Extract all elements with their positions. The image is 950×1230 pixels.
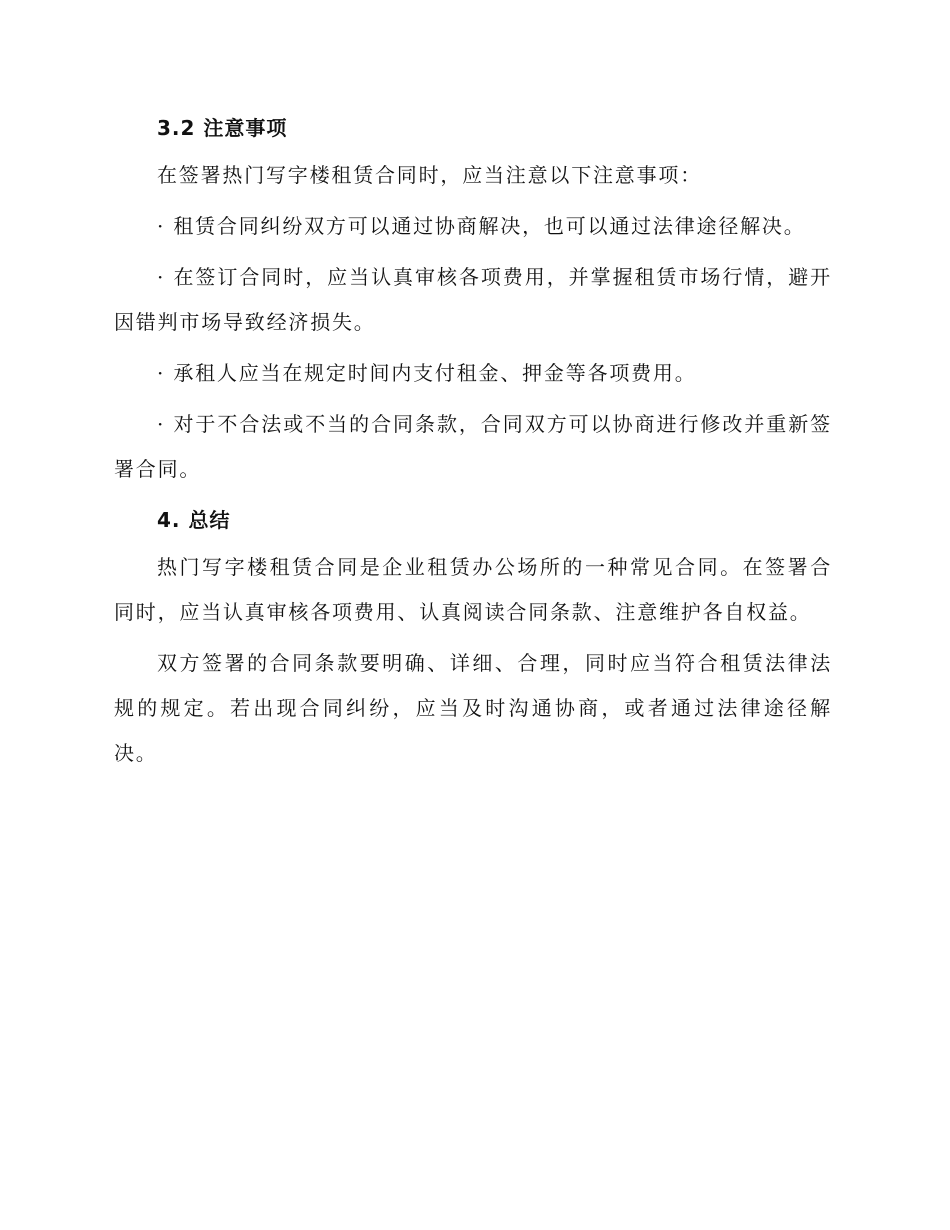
bullet-item-fees-review: · 在签订合同时，应当认真审核各项费用，并掌握租赁市场行情，避开因错判市场导致经济损失。 <box>114 265 832 334</box>
bullet-item-clause-revision: · 对于不合法或不当的合同条款，合同双方可以协商进行修改并重新签署合同。 <box>114 412 832 481</box>
document-body <box>114 108 832 776</box>
summary-paragraph-2: 双方签署的合同条款要明确、详细、合理，同时应当符合租赁法律法规的规定。若出现合同纠纷，应当及时沟通协商，或者通过法律途径解决。 <box>114 651 832 765</box>
bullet-item-payment: · 承租人应当在规定时间内支付租金、押金等各项费用。 <box>157 361 697 385</box>
section-heading-4: 4. 总结 <box>157 508 231 532</box>
bullet-item-dispute: · 租赁合同纠纷双方可以通过协商解决，也可以通过法律途径解决。 <box>157 214 806 238</box>
summary-paragraph-1: 热门写字楼租赁合同是企业租赁办公场所的一种常见合同。在签署合同时，应当认真审核各项费用、认真阅读合同条款、注意维护各自权益。 <box>114 555 832 624</box>
section-intro-paragraph: 在签署热门写字楼租赁合同时，应当注意以下注意事项： <box>157 163 702 187</box>
section-heading-3-2: 3.2 注意事项 <box>157 116 288 140</box>
